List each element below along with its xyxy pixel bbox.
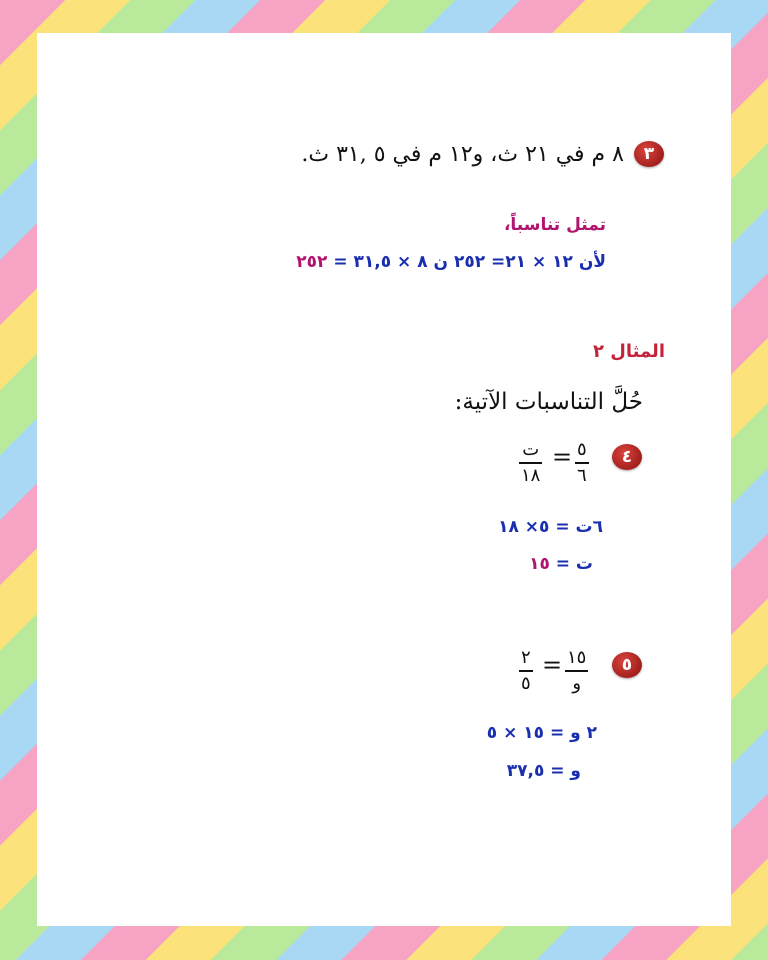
item-3-reason [296,252,606,272]
item-4-left-numerator: ٥ [577,439,587,460]
item-4-badge: ٤ [612,444,642,470]
item-5-right-numerator: ٢ [521,647,531,668]
item-4-step-2-result: ١٥ [529,554,550,574]
item-4-step-1: ٦ت = ٥× ١٨ [498,517,603,537]
item-4-left-denominator: ٦ [577,464,587,486]
item-4-step-2 [529,554,593,574]
item-3-statement: ٨ م في ٢١ ث، و١٢ م في ٥ ,٣١ ث. [301,142,624,167]
item-5-right-fraction [519,649,533,693]
item-5-left-fraction [565,649,588,693]
item-4-left-fraction [575,441,589,485]
item-4-equals: = [552,443,573,471]
item-5-equals: = [542,651,563,679]
item-5-left-denominator: و [572,672,582,694]
example-title: المثال ٢ [593,341,665,362]
item-5-step-1: ٢ و = ١٥ × ٥ [486,723,597,743]
item-4-right-fraction [519,441,542,485]
item-4-right-numerator: ت [522,439,540,460]
item-5-right-denominator: ٥ [521,672,531,694]
item-5-badge: ٥ [612,652,642,678]
item-4-right-denominator: ١٨ [521,464,541,486]
item-3-reason-result: ٢٥٢ [296,252,328,272]
worksheet-card [37,33,731,926]
item-5-left-numerator: ١٥ [567,647,587,668]
item-3-badge: ٣ [634,141,664,167]
item-4-step-2-text: ت = [549,554,593,574]
example-instruction: حُلَّ التناسبات الآتية: [454,389,643,415]
item-5-step-2: و = ٣٧,٥ [506,761,581,781]
item-3-verdict: تمثل تناسباً، [503,215,606,235]
item-3-reason-text: لأن ١٢ × ٢١= ٢٥٢ ن ٨ × ٣١,٥ = [327,252,606,272]
